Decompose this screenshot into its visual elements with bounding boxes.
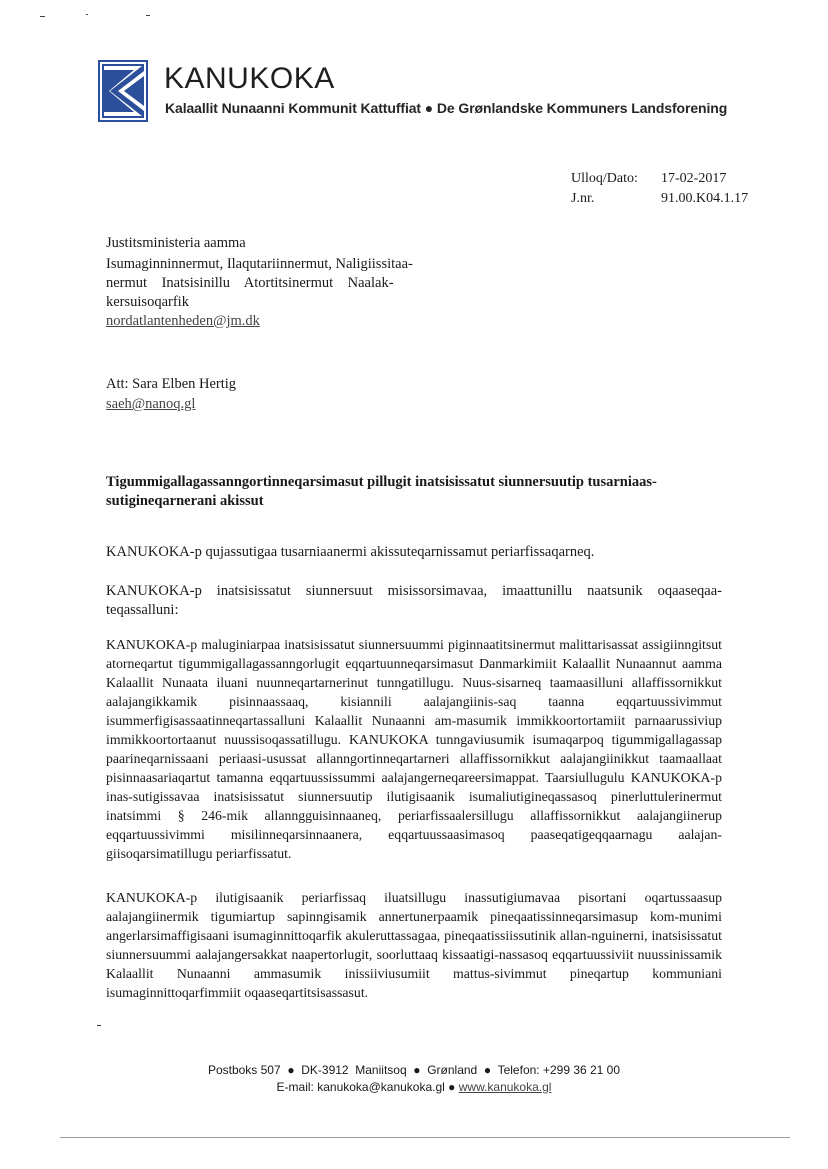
body-paragraph: KANUKOKA-p ilutigisaanik periarfissaq iluatsillugu inassutigiumavaa pisortani oqartussaasup aalajangiinermik tigumiartup sapinngisamik annertunerpaamik pineqaatissinneqarsimasup kom-munimi angerlarsimaffigisaani isumaginnittoqarfik akuleruttassagaa, pineqaatissiissutinik allan-nguinerni, inatsisissatut siunnersuummi aalajangersakkat naapertorlugit, soorluttaaq kissaatigi-nassasoq eqqartuussiviit nuussinissamik Kalaallit Nunaanni ammasumik inissiiviusumiit mattus-sivimmut pineqartup kommuniani isumaginnittoqarfimmiit oqaaseqartitsisassasut.	[106, 890, 722, 1000]
scan-speck	[86, 14, 88, 15]
org-subtitle: Kalaallit Nunaanni Kommunit Kattuffiat ● De Grønlandske Kommuners Landsforening	[165, 100, 728, 116]
footer-web-link[interactable]: www.kanukoka.gl	[458, 1080, 552, 1094]
footer-address: Postboks 507 ● DK-3912 Maniitsoq ● Grønland ● Telefon: +299 36 21 00	[207, 1063, 621, 1077]
body-paragraph: KANUKOKA-p qujassutigaa tusarniaanermi akissuteqarnissamut periarfissaqarneq.	[106, 544, 595, 560]
attention-block	[106, 375, 236, 414]
page-bottom-rule	[60, 1137, 790, 1138]
org-name: KANUKOKA	[164, 62, 335, 95]
recipient-line: Isumaginninnermut, Ilaqutariinnermut, Naligiissitaa-	[106, 256, 413, 272]
footer-contact	[0, 1080, 828, 1094]
scan-speck	[40, 16, 45, 17]
recipient-line: kersuisoqarfik	[106, 294, 189, 310]
recipient-line: nermut Inatsisinillu Atortitsinermut Naalak-	[106, 275, 394, 291]
recipient-email-link[interactable]: nordatlantenheden@jm.dk	[106, 313, 260, 329]
subject-heading: Tigummigallagassanngortinneqarsimasut pillugit inatsisissatut siunnersuutip tusarniaas-sutigineqarnerani akissut	[106, 474, 657, 509]
kanukoka-logo	[98, 60, 148, 122]
scan-speck	[146, 15, 150, 16]
body-paragraph: KANUKOKA-p maluginiarpaa inatsisissatut siunnersuummi piginnaatitsinermut malittarisassat assigiinngitsut atorneqartut tigummigallagassanngorlugit eqqartuunneqarsimasut Danmarkimiit Kalaallit Nunaannut aamma Kalaallit Nunaata iluani nuunneqartarnerinut tunngatillugu. Nuus-sisarneq taamaasilluni allaffissornikkut aalajangikkamik pisinnaassaaq, kisiannili aalajangiinis-saq taanna eqqartuussivimmut isummerfigisassaatinneqartassalluni Kalaallit Nunaanni am-masumik immikkoortortamiit parnaarussiviup immikkoortortaanut nuussisoqassatillugu. KANUKOKA tunngaviusumik isumaqarpoq tigummigallagassap paarineqarnissaani periaasi-usussat allanngortinneqartarneri allaffissornikkut aalajangiinikkut taamaallaat pisinnaasariaqartut tamanna eqqartuussissummi aalajangerneqareersimappat. Taarsiullugulu KANUKOKA-p inas-sutigissavaa inatsisissatut siunnersuutip ilutigisaanik isumaliutigineqassasoq pinerluttulerinermut inatsimmi § 246-mik allanngguisinnaaneq, periarfissaalersillugu allaffissornikkut aalajangiinerup eqqartuussivimmi misilinneqarsinnaanera, eqqartuussaasimasoq paaseqatigeqqaarnagu aalajan-giisoqarsimatillugu periarfissatut.	[106, 637, 722, 861]
ref-label: J.nr.	[571, 191, 595, 206]
attention-line: Att: Sara Elben Hertig	[106, 376, 237, 392]
body-paragraph: KANUKOKA-p inatsisissatut siunnersuut misissorsimavaa, imaattunillu naatsunik oqaaseqaa-teqassalluni:	[106, 583, 722, 618]
recipient-block	[106, 234, 458, 331]
footer-email: E-mail: kanukoka@kanukoka.gl ●	[276, 1080, 459, 1094]
date-value: 17-02-2017	[661, 171, 727, 186]
ref-value: 91.00.K04.1.17	[661, 191, 749, 206]
scan-speck	[97, 1025, 101, 1026]
date-label: Ulloq/Dato:	[571, 171, 638, 186]
recipient-line: Justitsministeria aamma	[106, 235, 246, 251]
attention-email-link[interactable]: saeh@nanoq.gl	[106, 396, 196, 412]
